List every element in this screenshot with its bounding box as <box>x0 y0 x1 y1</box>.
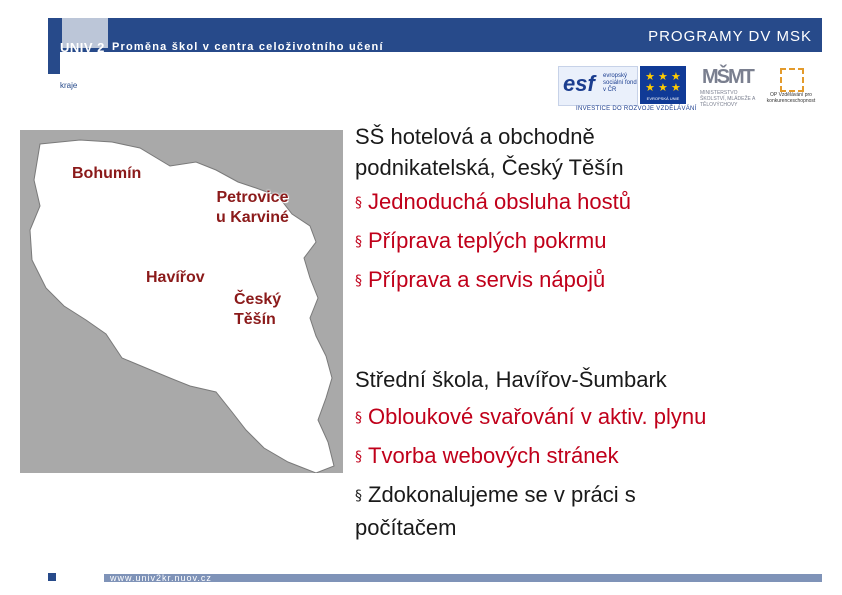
list-item-text: Příprava a servis nápojů <box>368 267 606 292</box>
list-item <box>355 398 825 437</box>
logo-subtext: kraje <box>60 81 78 90</box>
map-label-havirov: Havířov <box>146 269 205 286</box>
logo-bar <box>48 18 60 74</box>
bullet-icon: § <box>355 234 362 250</box>
msmt-mark: MŠMT <box>702 66 753 88</box>
list-item-text: Tvorba webových stránek <box>368 443 619 468</box>
list-item-text: Obloukové svařování v aktiv. plynu <box>368 404 707 429</box>
school-block-2 <box>355 362 825 541</box>
bullet-icon: § <box>355 449 362 465</box>
esf-logo <box>558 66 638 106</box>
investment-caption: INVESTICE DO ROZVOJE VZDĚLÁVÁNÍ <box>576 106 697 112</box>
eu-text: EVROPSKÁ UNIE <box>646 96 680 101</box>
bullet-icon: § <box>355 195 362 211</box>
school-1-title-line2: podnikatelská, Český Těšín <box>355 155 624 180</box>
footer-url: www.univ2kr.nuov.cz <box>110 573 212 583</box>
map-label-petrovice <box>216 188 289 228</box>
list-item <box>355 261 825 300</box>
esf-text: evropský sociální fond v ČR <box>603 73 637 93</box>
logo-text: UNIV 2 <box>60 40 105 55</box>
msmt-text: MINISTERSTVO ŠKOLSTVÍ, MLÁDEŽE A TĚLOVÝCHOVY <box>700 90 756 108</box>
bullet-icon: § <box>355 410 362 426</box>
list-item <box>355 437 825 476</box>
program-title: PROGRAMY DV MSK <box>648 28 812 45</box>
map-label-tesin-line1: Český <box>234 291 282 308</box>
list-item-text: Jednoduchá obsluha hostů <box>368 189 631 214</box>
eu-flag-logo <box>640 66 686 104</box>
header-tagline: Proměna škol v centra celoživotního učení <box>112 41 384 53</box>
msmt-logo <box>698 66 758 108</box>
bullet-icon: § <box>355 488 362 504</box>
list-item-text: Příprava teplých pokrmu <box>368 228 607 253</box>
op-text: OP Vzdělávání pro konkurenceschopnost <box>766 92 816 104</box>
school-1-title-line1: SŠ hotelová a obchodně <box>355 124 595 149</box>
school-2-title: Střední škola, Havířov-Šumbark <box>355 367 667 392</box>
footer-square <box>48 573 56 581</box>
map-label-cesky-tesin <box>234 290 281 330</box>
list-item-text: Zdokonalujeme se v práci s <box>368 482 636 507</box>
map-label-petrovice-line1: Petrovice <box>216 189 289 206</box>
region-map <box>20 130 343 473</box>
list-item <box>355 476 825 515</box>
map-label-tesin-line2: Těšín <box>234 311 276 328</box>
region-shape <box>20 130 343 473</box>
eu-stars-icon: ★ ★ ★ ★ ★ ★ <box>645 71 681 94</box>
op-logo <box>764 66 818 104</box>
school-block-1 <box>355 121 825 300</box>
list-item <box>355 222 825 261</box>
map-label-petrovice-line2: u Karviné <box>216 209 289 226</box>
map-label-bohumin: Bohumín <box>72 165 142 182</box>
bullet-icon: § <box>355 273 362 289</box>
op-frame-icon <box>780 68 804 92</box>
list-item-continuation: počítačem <box>355 515 457 540</box>
esf-mark: esf <box>563 71 595 96</box>
partner-logos <box>556 62 818 118</box>
list-item <box>355 183 825 222</box>
